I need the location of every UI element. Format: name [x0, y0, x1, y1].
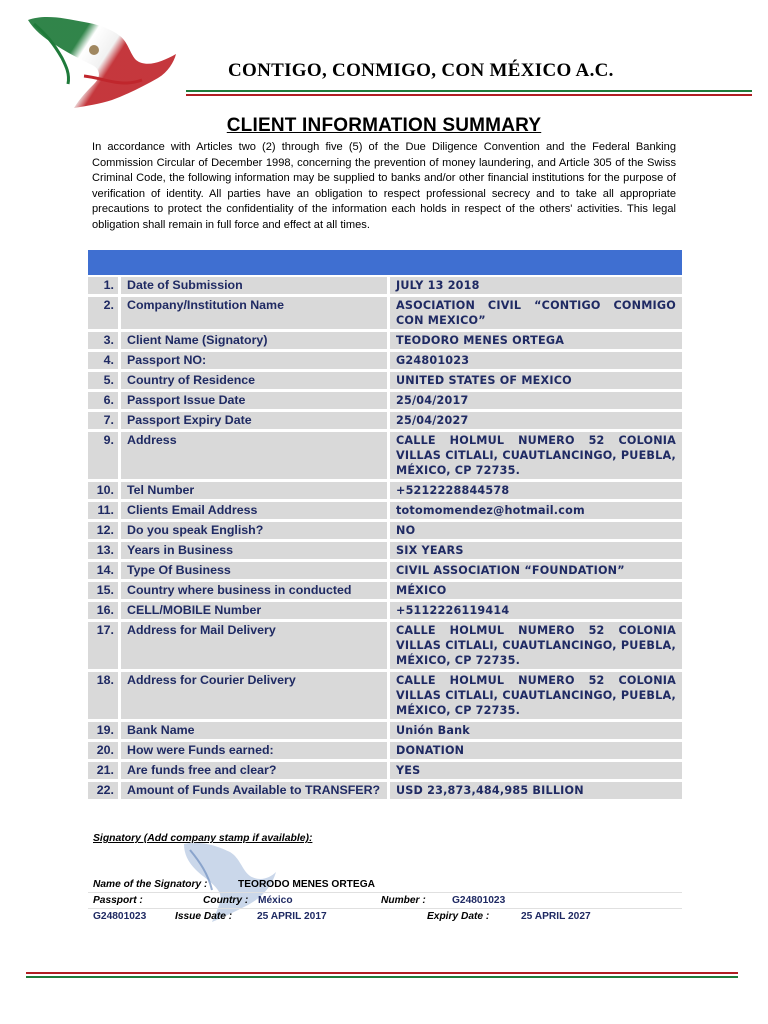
- signatory-name-label: Name of the Signatory :: [93, 879, 208, 890]
- table-row: [88, 277, 682, 294]
- row-label: Passport Issue Date: [121, 392, 387, 409]
- row-value: TEODORO MENES ORTEGA: [390, 332, 682, 349]
- row-number: 12.: [88, 522, 118, 539]
- row-number: 3.: [88, 332, 118, 349]
- row-value: Unión Bank: [390, 722, 682, 739]
- row-value: CIVIL ASSOCIATION “FOUNDATION”: [390, 562, 682, 579]
- signatory-heading: Signatory (Add company stamp if available):: [93, 833, 313, 844]
- country-label: Country :: [203, 895, 249, 906]
- row-label: Passport Expiry Date: [121, 412, 387, 429]
- issue-date-label: Issue Date :: [175, 911, 233, 922]
- table-row: [88, 782, 682, 799]
- row-number: 4.: [88, 352, 118, 369]
- row-label: Years in Business: [121, 542, 387, 559]
- row-number: 2.: [88, 297, 118, 329]
- row-value: totomomendez@hotmail.com: [390, 502, 682, 519]
- row-label: Do you speak English?: [121, 522, 387, 539]
- row-number: 18.: [88, 672, 118, 719]
- row-value: CALLE HOLMUL NUMERO 52 COLONIA VILLAS CITLALI, CUAUTLANCINGO, PUEBLA, MÉXICO, CP 72735.: [390, 432, 682, 479]
- row-label: Bank Name: [121, 722, 387, 739]
- row-value: CALLE HOLMUL NUMERO 52 COLONIA VILLAS CITLALI, CUAUTLANCINGO, PUEBLA, MÉXICO, CP 72735.: [390, 622, 682, 669]
- header-rule: [186, 90, 752, 96]
- signatory-name-row: [88, 877, 682, 892]
- row-label: How were Funds earned:: [121, 742, 387, 759]
- row-number: 11.: [88, 502, 118, 519]
- row-value: UNITED STATES OF MEXICO: [390, 372, 682, 389]
- row-label: Address for Courier Delivery: [121, 672, 387, 719]
- row-value: +5212228844578: [390, 482, 682, 499]
- table-row: [88, 742, 682, 759]
- row-value: JULY 13 2018: [390, 277, 682, 294]
- row-label: Date of Submission: [121, 277, 387, 294]
- expiry-date-value: 25 APRIL 2027: [521, 911, 591, 922]
- passport-value: G24801023: [93, 911, 147, 922]
- row-label: Client Name (Signatory): [121, 332, 387, 349]
- row-label: Passport NO:: [121, 352, 387, 369]
- row-label: Country of Residence: [121, 372, 387, 389]
- table-row: [88, 432, 682, 479]
- row-value: USD 23,873,484,985 BILLION: [390, 782, 682, 799]
- row-value: MÉXICO: [390, 582, 682, 599]
- row-label: Amount of Funds Available to TRANSFER?: [121, 782, 387, 799]
- issue-date-value: 25 APRIL 2017: [257, 911, 327, 922]
- dates-row: [88, 908, 682, 924]
- intro-paragraph: In accordance with Articles two (2) through five (5) of the Due Diligence Convention and the Federal Banking Commission Circular of December 1998, concerning the prevention of money laundering, and Article 305 of the Swiss Criminal Code, the following information may be supplied to banks and/or other financial institutions for the purpose of verification of identity. All parties have an obligation to respect professional secrecy and to take all appropriate precautions to protect the confidentiality of the information each holds in respect of the others' activities. This legal obligation shall remain in full force and effect at all times.: [92, 141, 676, 231]
- row-value: CALLE HOLMUL NUMERO 52 COLONIA VILLAS CITLALI, CUAUTLANCINGO, PUEBLA, MÉXICO, CP 72735.: [390, 672, 682, 719]
- table-row: [88, 392, 682, 409]
- row-label: Country where business in conducted: [121, 582, 387, 599]
- row-number: 14.: [88, 562, 118, 579]
- row-number: 21.: [88, 762, 118, 779]
- row-number: 15.: [88, 582, 118, 599]
- row-number: 19.: [88, 722, 118, 739]
- table-row: [88, 522, 682, 539]
- table-row: [88, 412, 682, 429]
- row-value: SIX YEARS: [390, 542, 682, 559]
- table-row: [88, 602, 682, 619]
- row-number: 1.: [88, 277, 118, 294]
- row-label: Are funds free and clear?: [121, 762, 387, 779]
- row-number: 22.: [88, 782, 118, 799]
- row-number: 7.: [88, 412, 118, 429]
- document-title: [0, 115, 768, 137]
- row-value: 25/04/2027: [390, 412, 682, 429]
- passport-label: Passport :: [93, 895, 143, 906]
- table-row: [88, 762, 682, 779]
- row-number: 13.: [88, 542, 118, 559]
- row-label: Clients Email Address: [121, 502, 387, 519]
- signatory-details: [88, 877, 682, 924]
- table-row: [88, 622, 682, 669]
- row-label: Address: [121, 432, 387, 479]
- row-label: Type Of Business: [121, 562, 387, 579]
- row-value: +5112226119414: [390, 602, 682, 619]
- row-number: 6.: [88, 392, 118, 409]
- row-label: Address for Mail Delivery: [121, 622, 387, 669]
- table-row: [88, 582, 682, 599]
- table-row: [88, 672, 682, 719]
- organization-name: CONTIGO, CONMIGO, CON MÉXICO A.C.: [228, 60, 614, 81]
- country-value: México: [258, 895, 293, 906]
- document-title-text: CLIENT INFORMATION SUMMARY: [226, 115, 542, 136]
- table-row: [88, 562, 682, 579]
- row-value: G24801023: [390, 352, 682, 369]
- row-number: 9.: [88, 432, 118, 479]
- footer-rule: [26, 972, 738, 980]
- organization-logo: [24, 14, 184, 110]
- number-value: G24801023: [452, 895, 506, 906]
- row-value: YES: [390, 762, 682, 779]
- table-row: [88, 297, 682, 329]
- passport-row: [88, 892, 682, 908]
- table-row: [88, 332, 682, 349]
- row-number: 16.: [88, 602, 118, 619]
- row-value: ASOCIATION CIVIL “CONTIGO CONMIGO CON MEXICO”: [390, 297, 682, 329]
- row-value: NO: [390, 522, 682, 539]
- number-label: Number :: [381, 895, 426, 906]
- row-value: 25/04/2017: [390, 392, 682, 409]
- table-row: [88, 542, 682, 559]
- row-label: Tel Number: [121, 482, 387, 499]
- table-row: [88, 722, 682, 739]
- row-value: DONATION: [390, 742, 682, 759]
- row-number: 10.: [88, 482, 118, 499]
- row-label: CELL/MOBILE Number: [121, 602, 387, 619]
- table-row: [88, 482, 682, 499]
- client-info-table: [88, 277, 682, 802]
- row-label: Company/Institution Name: [121, 297, 387, 329]
- row-number: 5.: [88, 372, 118, 389]
- table-row: [88, 372, 682, 389]
- expiry-date-label: Expiry Date :: [427, 911, 490, 922]
- table-row: [88, 502, 682, 519]
- row-number: 20.: [88, 742, 118, 759]
- signatory-name-value: TEORODO MENES ORTEGA: [238, 879, 375, 890]
- table-header-band: [88, 250, 682, 275]
- row-number: 17.: [88, 622, 118, 669]
- table-row: [88, 352, 682, 369]
